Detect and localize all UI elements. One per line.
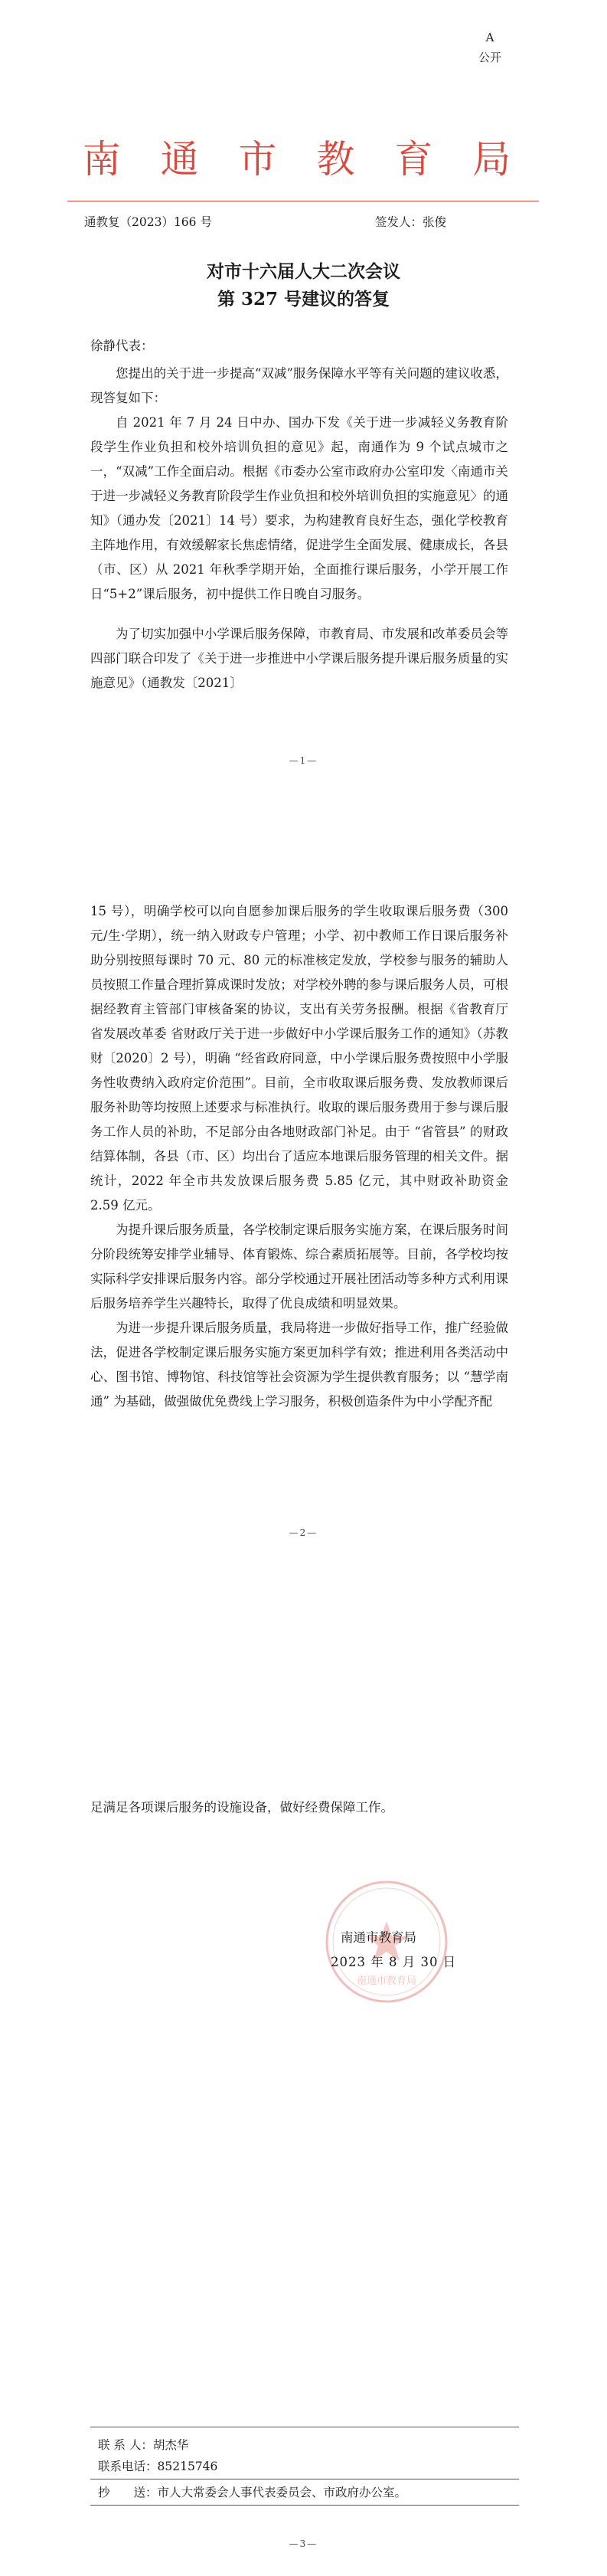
page-1-body bbox=[90, 362, 508, 696]
paragraph: 为提升课后服务质量，各学校制定课后服务实施方案，在课后服务时间分阶段统筹安排学业辅导、体育锻炼、综合素质拓展等。目前，各学校均按实际科学安排课后服务内容。部分学校通过开展社团活动等多种方式利用课后服务培养学生兴趣特长，取得了优良成绩和明显效果。 bbox=[90, 1223, 508, 1311]
cc-recipients: 市人大常委会人事代表委员会、市政府办公室。 bbox=[157, 2486, 407, 2499]
salutation: 徐静代表： bbox=[90, 339, 154, 353]
phone-row bbox=[98, 2456, 217, 2477]
cc-row bbox=[98, 2482, 406, 2503]
contact-name: 胡杰华 bbox=[152, 2438, 189, 2452]
page-number: —1— bbox=[289, 755, 318, 766]
seal-text: 南通市教育局 bbox=[356, 1975, 417, 1987]
paragraph: 自 2021 年 7 月 24 日中办、国办下发《关于进一步减轻义务教育阶段学生作业负担和校外培训负担的意见》起，南通作为 9 个试点城市之一，“双减”工作全面启动。根据《市委办公室市政府办公室印发〈南通市关于进一步减轻义务教育阶段学生作业负担和校外培训负担的实施意见〉的通知》（通办发〔2021〕14 号）要求，为构建教育良好生态，强化学校教育主阵地作用，有效缓解家长焦虑情绪，促进学生全面发展、健康成长，各县（市、区）从 2021 年秋季学期开始，全面推行课后服务，小学开展工作日“5+2”课后服务，初中提供工作日晚自习服务。 bbox=[90, 415, 508, 601]
phone-label: 联系电话： bbox=[98, 2460, 158, 2473]
paragraph: 足满足各项课后服务的设施设备，做好经费保障工作。 bbox=[90, 1800, 393, 1815]
signer: 签发人：张俊 bbox=[375, 215, 447, 229]
cc-label: 抄 送： bbox=[98, 2486, 158, 2499]
doc-title-line-1: 对市十六届人大二次会议 bbox=[207, 261, 400, 282]
paragraph: 15 号），明确学校可以向自愿参加课后服务的学生收取课后服务费（300 元/生·学期），统一纳入财政专户管理；小学、初中教师工作日课后服务补助分别按照每课时 70 元、80 元的标准核定发放，学校参与服务的辅助人员按照工作量合理折算成课时发放；对学校外聘的参与课后服务人员，可根据经教育主管部门审核备案的协议，支出有关劳务报酬。根据《省教育厅 省发展改革委 省财政厅关于进一步做好中小学课后服务工作的通知》（苏教财〔2020〕2 号），明确 “经省政府同意，中小学课后服务费按照中小学服务性收费纳入政府定价范围”。目前，全市收取课后服务费、发放教师课后服务补助等均按照上述要求与标准执行。收取的课后服务费用于参与课后服务工作人员的补助，不足部分由各地财政部门补足。由于 “省管县” 的财政结算体制，各县（市、区）均出台了适应本地课后服务管理的相关文件。据统计，2022 年全市共发放课后服务费 5.85 亿元，其中财政补助资金 2.59 亿元。 bbox=[90, 904, 508, 1213]
signature-org: 南通市教育局 bbox=[341, 1930, 416, 1945]
contact-label: 联 系 人： bbox=[98, 2438, 153, 2452]
classification-mark: A bbox=[485, 31, 494, 44]
paragraph: 您提出的关于进一步提高“双减”服务保障水平等有关问题的建议收悉，现答复如下： bbox=[90, 366, 508, 405]
contact-row bbox=[98, 2434, 188, 2456]
agency-title: 南 通 市 教 育 局 bbox=[82, 137, 525, 182]
page-number: —3— bbox=[289, 2538, 318, 2549]
doc-number: 通教复（2023）166 号 bbox=[84, 215, 212, 229]
page-3 bbox=[0, 1716, 607, 2576]
paragraph: 为进一步提升课后服务质量，我局将进一步做好指导工作，推广经验做法，促进各学校制定课后服务实施方案更加科学有效；推进利用各类活动中心、图书馆、博物馆、科技馆等社会资源为学生提供教育服务；以 “慧学南通” 为基础，做强做优免费线上学习服务，积极创造条件为中小学配齐配 bbox=[90, 1321, 508, 1409]
page-2 bbox=[0, 858, 607, 1716]
doc-title-line-2: 第 327 号建议的答复 bbox=[217, 289, 390, 309]
openness-mark: 公开 bbox=[478, 51, 501, 64]
phone-number: 85215746 bbox=[157, 2460, 218, 2473]
footer-divider bbox=[90, 2505, 519, 2506]
page-1 bbox=[0, 0, 607, 858]
page-3-body bbox=[90, 1795, 508, 1820]
signature-date: 2023 年 8 月 30 日 bbox=[331, 1955, 457, 1969]
paragraph: 为了切实加强中小学课后服务保障，市教育局、市发展和改革委员会等四部门联合印发了《关于进一步推进中小学课后服务提升课后服务质量的实施意见》（通教发〔2021〕 bbox=[90, 627, 508, 690]
page-number: —2— bbox=[289, 1527, 318, 1538]
page-2-body bbox=[90, 899, 508, 1414]
